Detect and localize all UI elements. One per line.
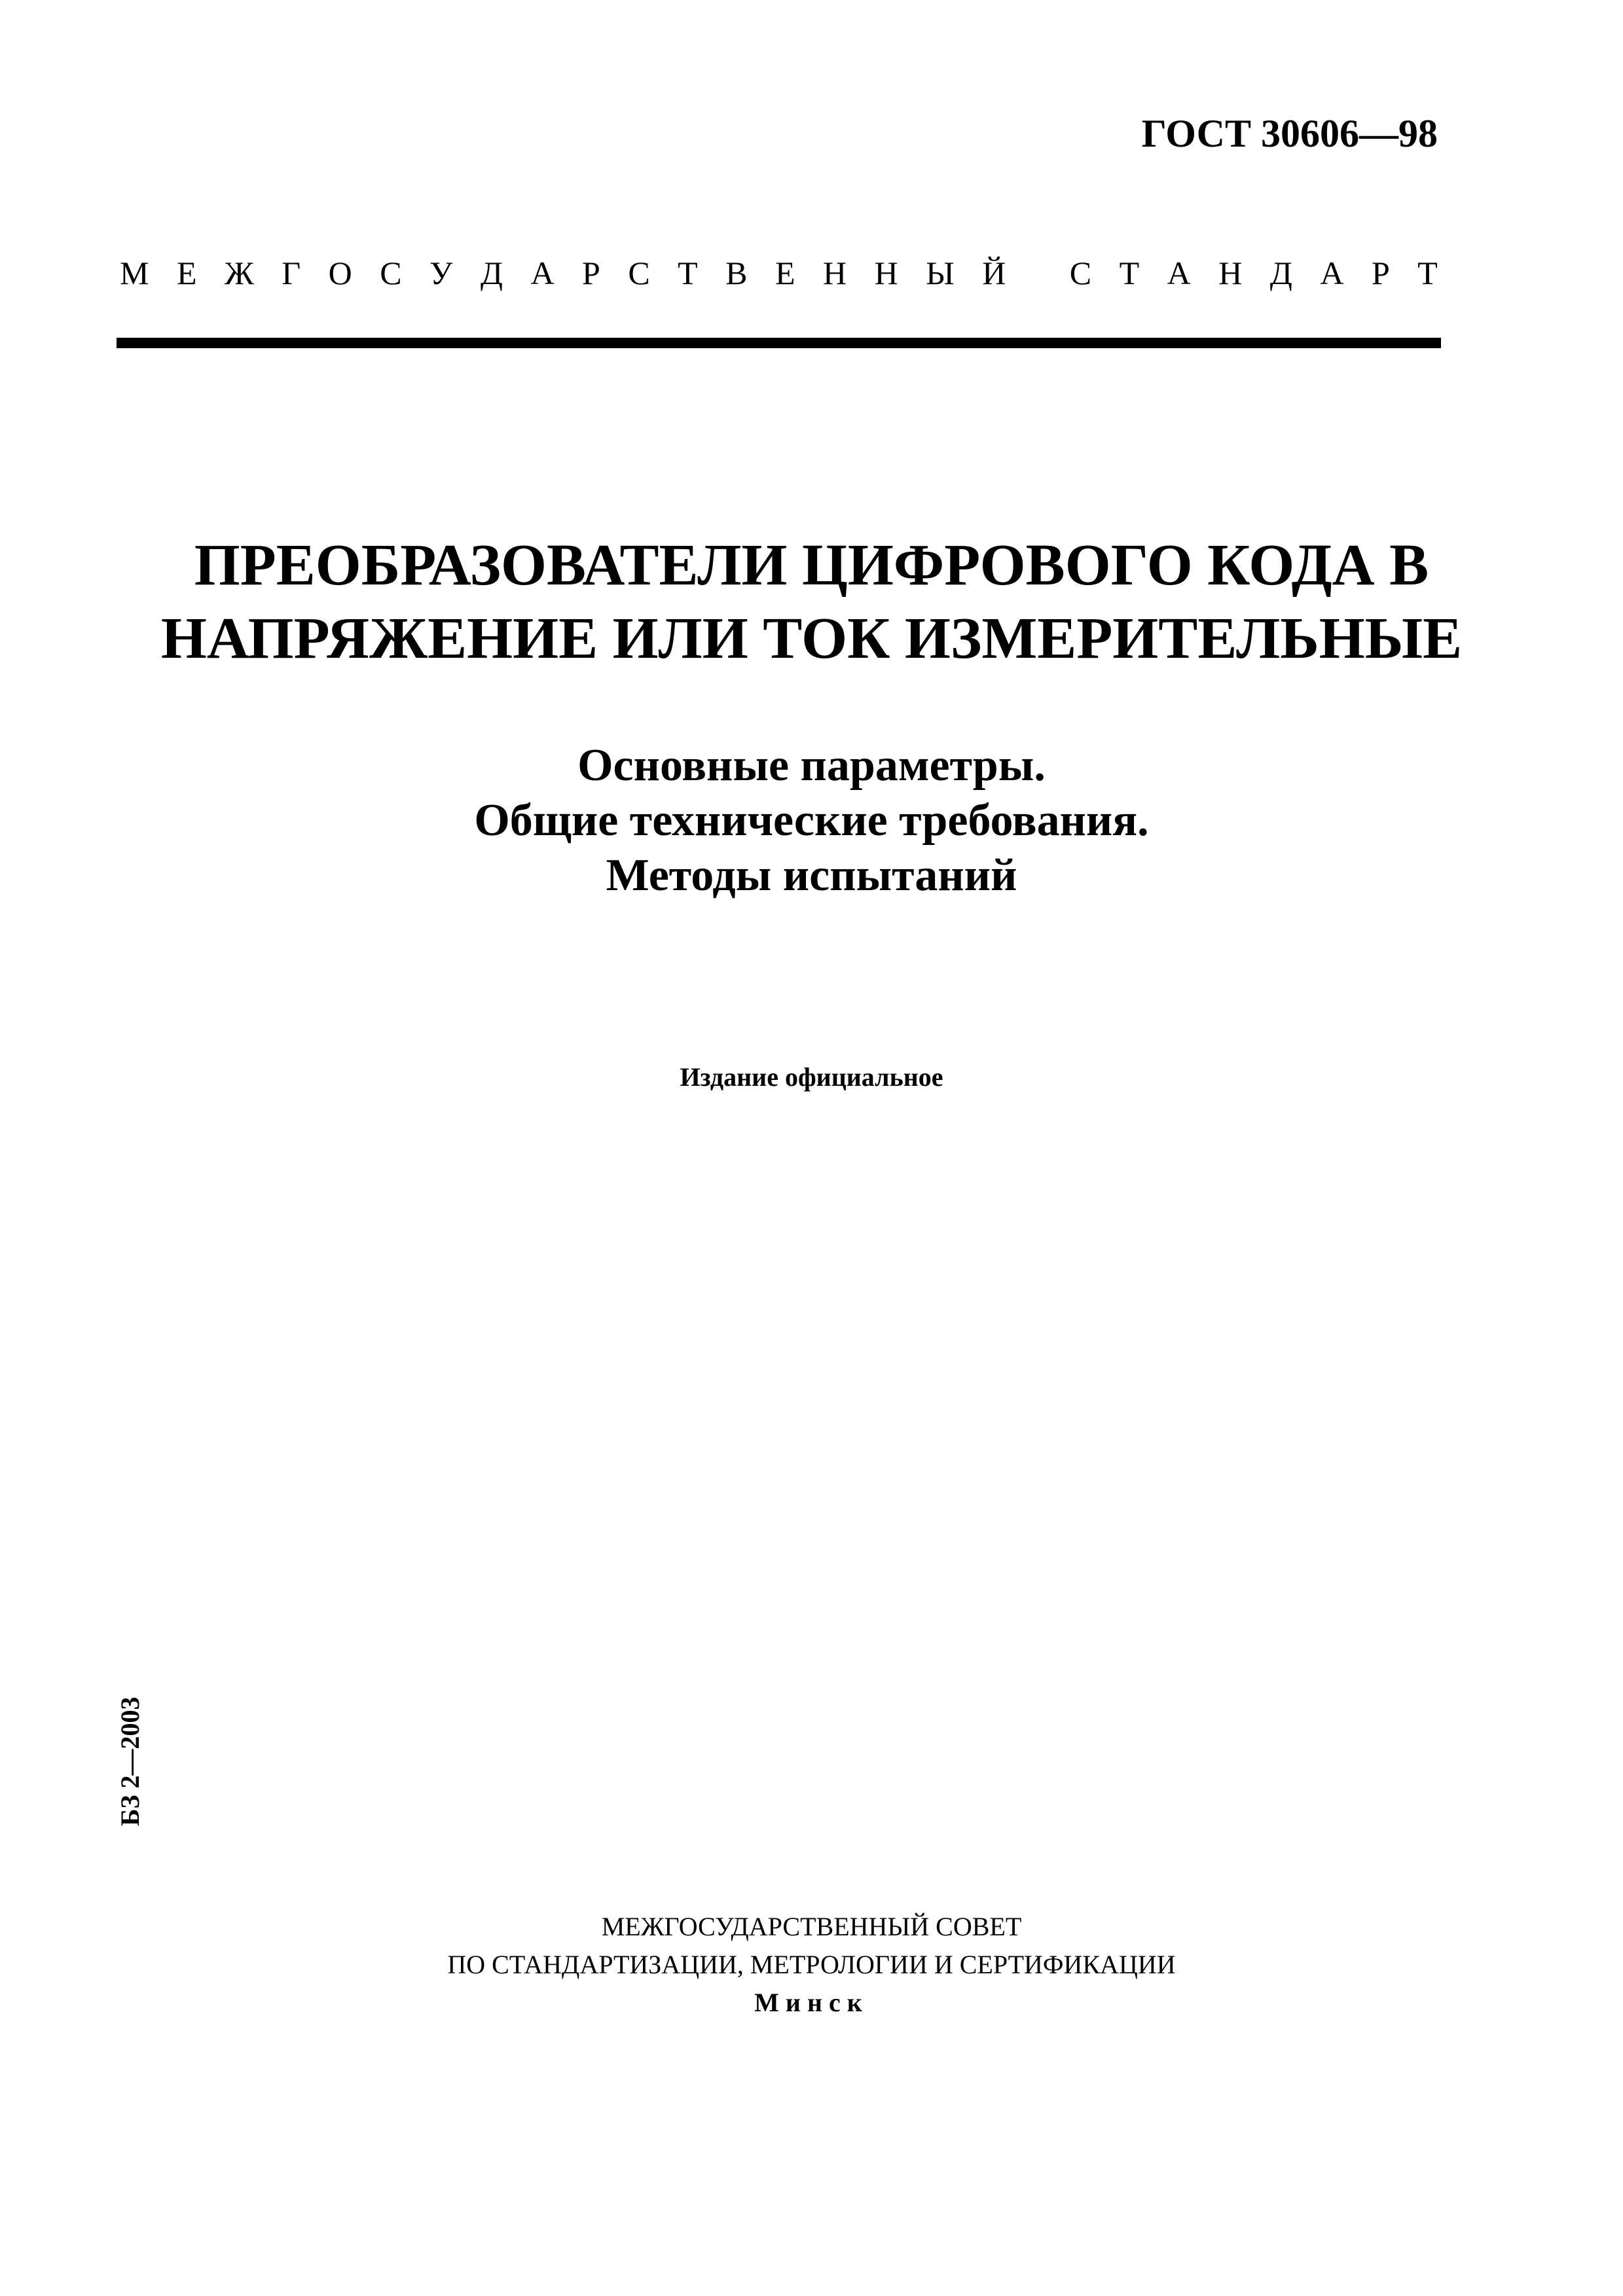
standard-type-letter: С (628, 255, 650, 291)
standard-type-letter: А (530, 255, 555, 291)
standard-type-letter: Р (582, 255, 600, 291)
publisher-line-2: ПО СТАНДАРТИЗАЦИИ, МЕТРОЛОГИИ И СЕРТИФИКАЦИИ (447, 1950, 1176, 1979)
standard-type-letter: Й (982, 255, 1006, 291)
side-catalog-code: БЗ 2—2003 (115, 1696, 145, 1826)
subtitle-line-1: Основные параметры. (577, 740, 1046, 791)
word-gap (1034, 254, 1042, 292)
standard-type-letter: Е (775, 255, 795, 291)
standard-type-letter: Т (678, 255, 698, 291)
heading-rule (117, 338, 1441, 348)
standard-type-letter: А (1320, 255, 1344, 291)
publisher-block (0, 1908, 1623, 2022)
standard-type-letter: Н (1218, 255, 1243, 291)
subtitle-line-2: Общие технические требования. (474, 795, 1149, 846)
standard-type-letter: А (1167, 255, 1191, 291)
edition-label: Издание официальное (680, 1062, 943, 1092)
standard-type-letter: Е (176, 255, 197, 291)
standard-type-letter: Н (823, 255, 847, 291)
document-subtitle (0, 738, 1623, 903)
standard-type-heading (120, 254, 1438, 292)
document-code: ГОСТ 30606—98 (1141, 112, 1438, 155)
standard-type-letter: О (328, 255, 352, 291)
standard-type-letter: С (1069, 255, 1092, 291)
standard-type-letter: Ы (926, 255, 955, 291)
title-line-2: НАПРЯЖЕНИЕ ИЛИ ТОК ИЗМЕРИТЕЛЬНЫЕ (160, 606, 1463, 671)
standard-type-letter: С (380, 255, 402, 291)
standard-type-letter: Д (480, 255, 503, 291)
standard-type-letter: Т (1417, 255, 1438, 291)
standard-type-letter: Ж (224, 255, 254, 291)
subtitle-line-3: Методы испытаний (606, 850, 1017, 901)
publisher-line-1: МЕЖГОСУДАРСТВЕННЫЙ СОВЕТ (601, 1912, 1022, 1941)
standard-type-letter: Д (1269, 255, 1292, 291)
document-title (0, 529, 1623, 675)
standard-type-letter: М (120, 255, 149, 291)
standard-type-letter: У (429, 255, 453, 291)
standard-type-letter: В (725, 255, 748, 291)
standard-type-letter: Р (1371, 255, 1390, 291)
title-line-1: ПРЕОБРАЗОВАТЕЛИ ЦИФРОВОГО КОДА В (194, 533, 1429, 598)
standard-type-letter: Т (1119, 255, 1140, 291)
standard-type-letter: Н (874, 255, 898, 291)
standard-type-letter: Г (282, 255, 301, 291)
publisher-city: Минск (754, 1988, 869, 2017)
